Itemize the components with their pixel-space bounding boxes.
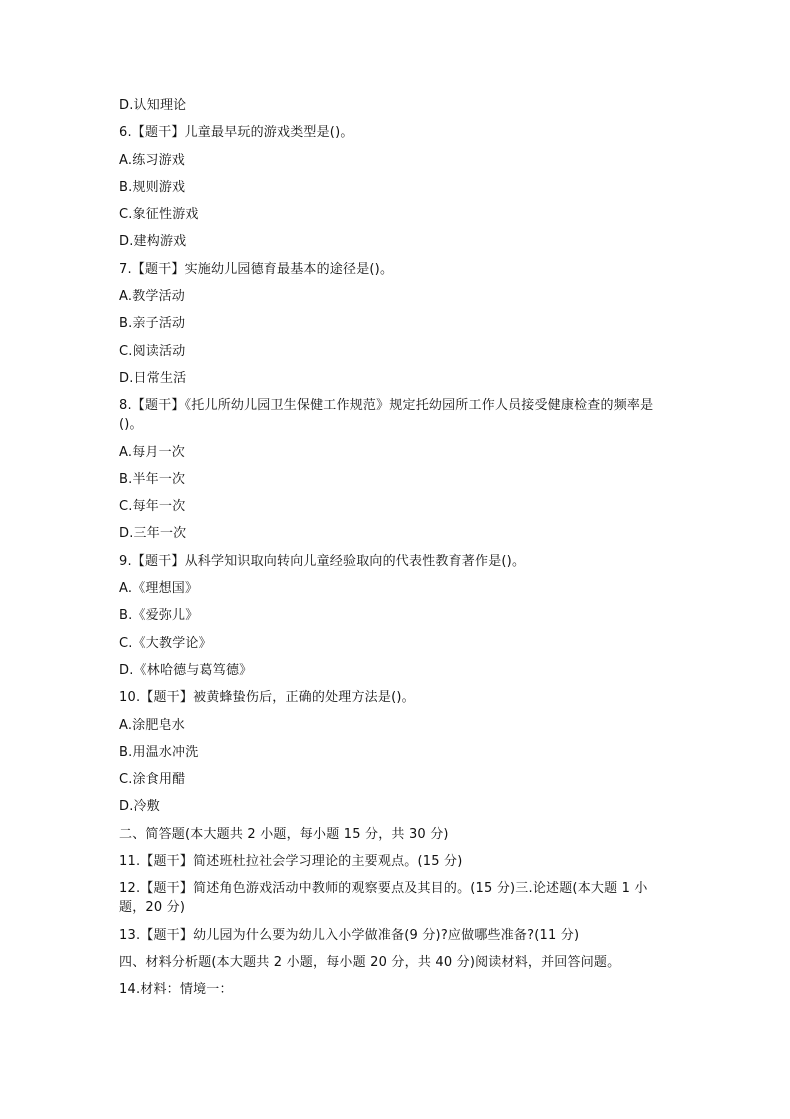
option-line: A.《理想国》: [119, 581, 199, 597]
option-line: B.半年一次: [119, 471, 186, 487]
option-line: A.涂肥皂水: [119, 717, 185, 733]
question-stem: 14.材料：情境一：: [119, 982, 233, 998]
question-stem: 6.【题干】儿童最早玩的游戏类型是()。: [119, 125, 354, 141]
question-stem: 7.【题干】实施幼儿园德育最基本的途径是()。: [119, 261, 394, 277]
option-line: B.规则游戏: [119, 179, 186, 195]
option-line: C.每年一次: [119, 499, 186, 515]
option-line: C.《大教学论》: [119, 635, 212, 651]
question-stem: 8.【题干】《托儿所幼儿园卫生保健工作规范》规定托幼园所工作人员接受健康检查的频率是()。: [119, 398, 654, 433]
option-line: C.阅读活动: [119, 343, 186, 359]
question-stem: 11.【题干】简述班杜拉社会学习理论的主要观点。(15 分): [119, 854, 463, 870]
question-stem: 9.【题干】从科学知识取向转向儿童经验取向的代表性教育著作是()。: [119, 553, 526, 569]
question-stem: 12.【题干】简述角色游戏活动中教师的观察要点及其目的。(15 分)三.论述题(本大题 1 小题，20 分): [119, 881, 648, 916]
question-stem: 10.【题干】被黄蜂蛰伤后，正确的处理方法是()。: [119, 690, 415, 706]
option-line: D.三年一次: [119, 526, 187, 542]
option-line: B.《爱弥儿》: [119, 608, 199, 624]
section-heading: 四、材料分析题(本大题共 2 小题，每小题 20 分，共 40 分)阅读材料，并回答问题。: [119, 954, 621, 970]
option-line: C.涂食用醋: [119, 772, 186, 788]
option-line: D.认知理论: [119, 98, 187, 113]
option-line: A.每月一次: [119, 444, 185, 460]
document-body: [119, 96, 669, 1008]
option-line: C.象征性游戏: [119, 207, 199, 223]
option-line: D.建构游戏: [119, 234, 187, 250]
option-line: B.亲子活动: [119, 316, 186, 332]
option-line: D.《林哈德与葛笃德》: [119, 662, 253, 678]
option-line: A.练习游戏: [119, 152, 185, 168]
section-heading: 二、简答题(本大题共 2 小题，每小题 15 分，共 30 分): [119, 826, 449, 842]
option-line: D.冷敷: [119, 799, 160, 815]
option-line: D.日常生活: [119, 370, 187, 386]
option-line: B.用温水冲洗: [119, 744, 199, 760]
option-line: A.教学活动: [119, 289, 185, 305]
question-stem: 13.【题干】幼儿园为什么要为幼儿入小学做准备(9 分)?应做哪些准备?(11 分): [119, 927, 580, 943]
